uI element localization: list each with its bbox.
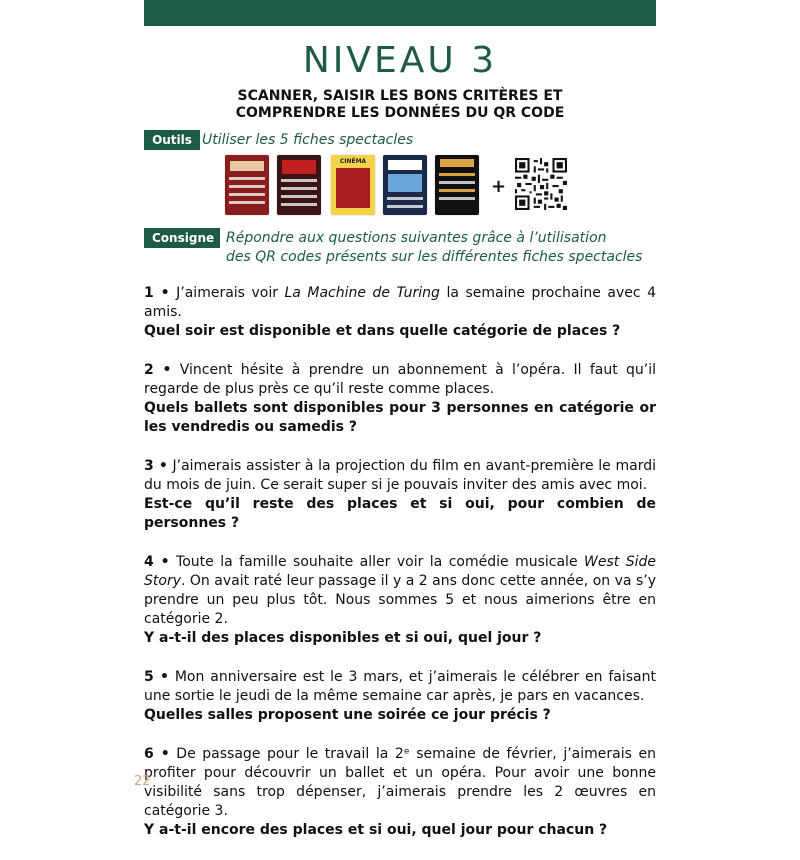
qr-code-icon: [515, 158, 567, 210]
instruction-text: [226, 229, 642, 267]
question-6: [144, 745, 656, 840]
show-sheet-thumbnail-4: [383, 155, 427, 215]
question-ask: Quel soir est disponible et dans quelle catégorie de places ?: [144, 323, 621, 339]
question-1: [144, 284, 656, 341]
show-sheet-thumbnail-3: [331, 155, 375, 215]
question-ask: Y a-t-il encore des places et si oui, quel jour pour chacun ?: [144, 822, 608, 838]
question-number: 3 •: [144, 458, 168, 474]
question-3: [144, 457, 656, 533]
question-context: J’aimerais voir: [169, 285, 285, 301]
show-sheet-thumbnail-1: [225, 155, 269, 215]
question-number: 2 •: [144, 362, 172, 378]
question-context: Vincent hésite à prendre un abonnement à l’opéra. Il faut qu’il regarde de plus près ce qu’il reste comme places.: [144, 362, 656, 397]
plus-sign: +: [491, 176, 507, 197]
question-2: [144, 361, 656, 437]
question-number: 4 •: [144, 554, 170, 570]
subtitle: [144, 88, 656, 122]
question-list: [144, 284, 656, 860]
question-context: De passage pour le travail la 2ᵉ semaine de février, j’aimerais en profiter pour découvrir un ballet et un opéra. Pour avoir une bonne visibilité sans trop dépenser, j’aimerais prendre les 2 œuvres en catégorie 3.: [144, 746, 656, 819]
question-context-end: . On avait raté leur passage il y a 2 ans donc cette année, on va s’y prendre un peu plus tôt. Nous sommes 5 et nous aimerions être en catégorie 2.: [144, 573, 656, 627]
cinema-label: CINÉMA: [339, 158, 367, 165]
question-number: 5 •: [144, 669, 169, 685]
question-ask: Quels ballets sont disponibles pour 3 personnes en catégorie or les vendredis ou samedis ?: [144, 400, 656, 435]
question-context-end: la semaine prochaine avec 4 amis.: [144, 285, 656, 320]
question-title: West Side Story: [144, 554, 656, 589]
question-number: 1 •: [144, 285, 170, 301]
show-sheet-thumbnail-2: [277, 155, 321, 215]
subtitle-line-1: SCANNER, SAISIR LES BONS CRITÈRES ET: [237, 88, 563, 104]
tools-text: Utiliser les 5 fiches spectacles: [202, 132, 414, 148]
question-context: J’aimerais assister à la projection du film en avant-première le mardi du mois de juin. Ce serait super si je pouvais inviter des amis avec moi.: [144, 458, 656, 493]
question-4: [144, 553, 656, 648]
question-number: 6 •: [144, 746, 170, 762]
question-context: Mon anniversaire est le 3 mars, et j’aimerais le célébrer en faisant une sortie le jeudi de la même semaine car après, je pars en vacances.: [144, 669, 656, 704]
instruction-tag: Consigne: [144, 228, 220, 248]
instruction-line-2: des QR codes présents sur les différentes fiches spectacles: [226, 249, 643, 265]
header-bar: [144, 0, 656, 26]
question-5: [144, 668, 656, 725]
instruction-line-1: Répondre aux questions suivantes grâce à l’utilisation: [226, 230, 607, 246]
question-ask: Y a-t-il des places disponibles et si oui, quel jour ?: [144, 630, 542, 646]
question-context: Toute la famille souhaite aller voir la comédie musicale: [169, 554, 585, 570]
subtitle-line-2: COMPRENDRE LES DONNÉES DU QR CODE: [235, 105, 565, 121]
level-title: NIVEAU 3: [302, 40, 498, 81]
page-number: 22: [134, 774, 151, 789]
show-sheet-thumbnail-5: [435, 155, 479, 215]
question-title: La Machine de Turing: [284, 285, 440, 301]
question-ask: Quelles salles proposent une soirée ce jour précis ?: [144, 707, 551, 723]
question-ask: Est-ce qu’il reste des places et si oui, pour combien de personnes ?: [144, 496, 656, 531]
tools-tag: Outils: [144, 130, 200, 150]
